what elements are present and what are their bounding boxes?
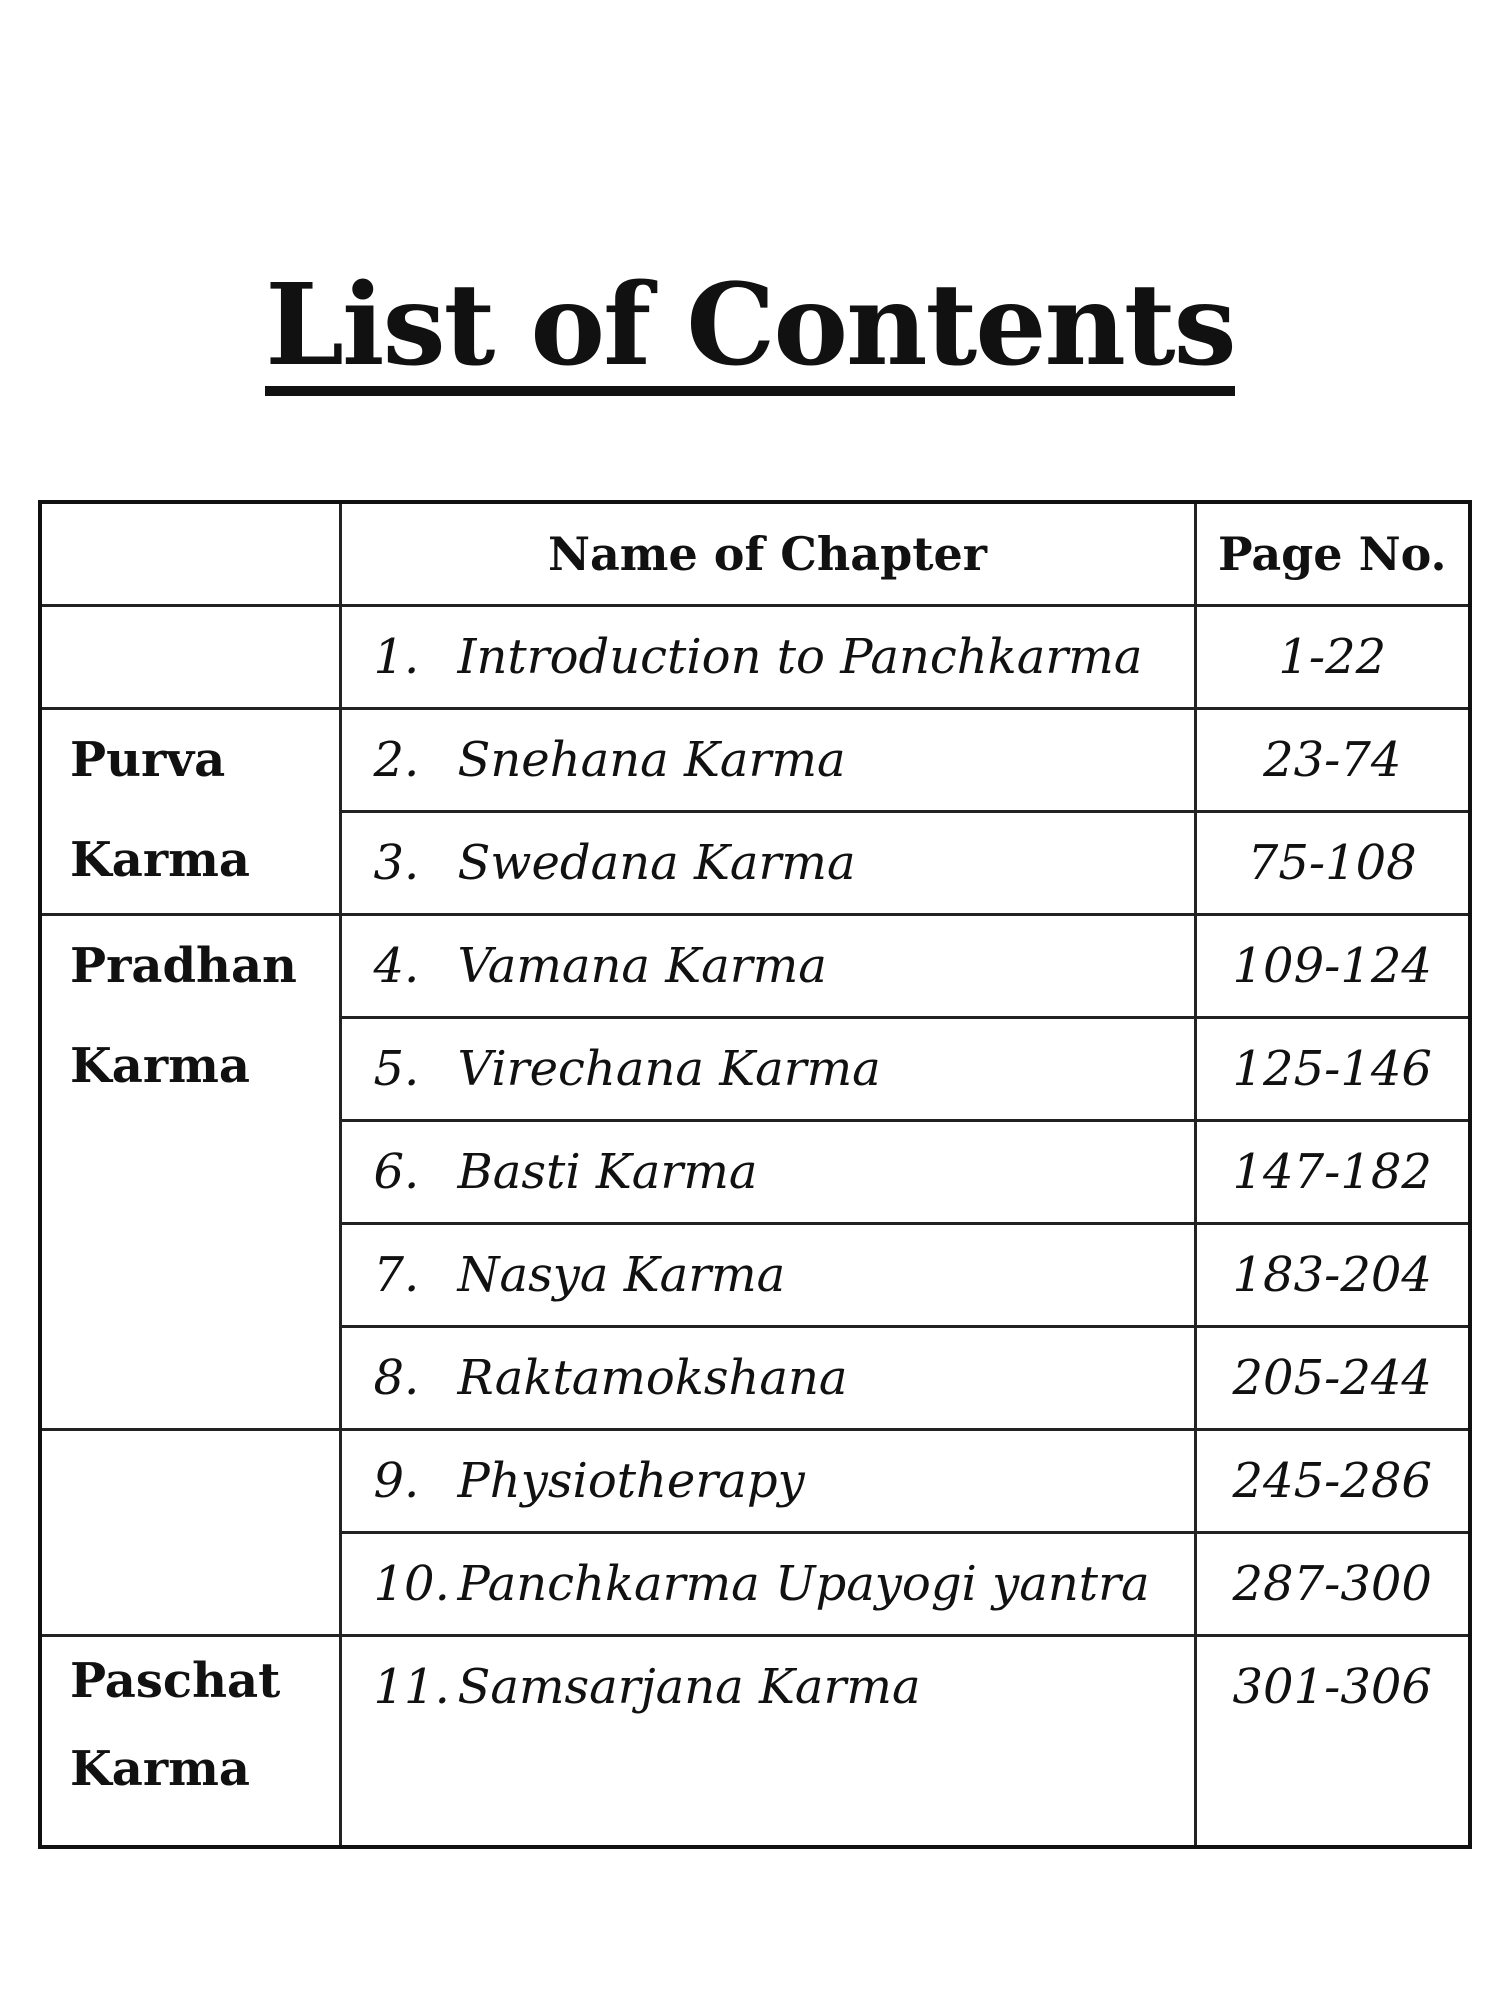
- chapter-name: [340, 812, 1195, 915]
- chapter-title: Nasya Karma: [457, 1247, 786, 1303]
- chapter-number: 4.: [373, 938, 420, 994]
- group-purva-karma: [40, 709, 340, 915]
- chapter-name: [340, 1018, 1195, 1121]
- chapter-name: [340, 1430, 1195, 1533]
- contents-table: [38, 500, 1472, 1849]
- chapter-name: [340, 1224, 1195, 1327]
- chapter-pages: 287-300: [1195, 1533, 1470, 1636]
- chapter-pages: 301-306: [1195, 1636, 1470, 1848]
- chapter-title: Swedana Karma: [457, 835, 856, 891]
- chapter-pages: 109-124: [1195, 915, 1470, 1018]
- group-paschat-karma: [40, 1636, 340, 1848]
- chapter-title: Virechana Karma: [457, 1041, 881, 1097]
- table-row: [40, 915, 1470, 1018]
- chapter-title: Panchkarma Upayogi yantra: [457, 1556, 1150, 1612]
- chapter-pages: 23-74: [1195, 709, 1470, 812]
- group-cell-empty: [40, 1430, 340, 1636]
- group-label-line: Paschat: [70, 1653, 281, 1709]
- group-label-line: Karma: [70, 832, 250, 888]
- table-row: [40, 1430, 1470, 1533]
- table-row: [40, 1636, 1470, 1848]
- chapter-name: [340, 1327, 1195, 1430]
- chapter-title: Physiotherapy: [457, 1453, 805, 1509]
- page-title-text: List of Contents: [265, 270, 1234, 396]
- chapter-number: 5.: [373, 1041, 420, 1097]
- chapter-name: [340, 606, 1195, 709]
- chapter-title: Samsarjana Karma: [457, 1659, 921, 1715]
- chapter-pages: 147-182: [1195, 1121, 1470, 1224]
- chapter-pages: 75-108: [1195, 812, 1470, 915]
- group-cell-empty: [40, 606, 340, 709]
- chapter-name: [340, 1533, 1195, 1636]
- group-label-line: Pradhan: [70, 938, 297, 994]
- chapter-title: Vamana Karma: [457, 938, 827, 994]
- chapter-name: [340, 915, 1195, 1018]
- chapter-title: Snehana Karma: [457, 732, 846, 788]
- group-header-cell: [40, 502, 340, 606]
- chapter-number: 1.: [373, 629, 420, 685]
- chapter-number: 2.: [373, 732, 420, 788]
- chapter-name: [340, 1636, 1195, 1848]
- chapter-number: 8.: [373, 1350, 420, 1406]
- chapter-title: Introduction to Panchkarma: [457, 629, 1143, 685]
- group-label-line: Karma: [70, 1741, 250, 1797]
- page-no-header: Page No.: [1195, 502, 1470, 606]
- table-row: [40, 606, 1470, 709]
- chapter-pages: 125-146: [1195, 1018, 1470, 1121]
- chapter-pages: 205-244: [1195, 1327, 1470, 1430]
- chapter-name: [340, 709, 1195, 812]
- chapter-number: 7.: [373, 1247, 420, 1303]
- chapter-number: 3.: [373, 835, 420, 891]
- chapter-name-header: Name of Chapter: [340, 502, 1195, 606]
- table-row: [40, 709, 1470, 812]
- chapter-number: 6.: [373, 1144, 420, 1200]
- group-pradhan-karma: [40, 915, 340, 1430]
- group-label-line: Karma: [70, 1038, 250, 1094]
- chapter-pages: 183-204: [1195, 1224, 1470, 1327]
- header-row: [40, 502, 1470, 606]
- chapter-number: 11.: [373, 1659, 450, 1715]
- group-label-line: Purva: [70, 732, 226, 788]
- chapter-number: 10.: [373, 1556, 450, 1612]
- chapter-pages: 245-286: [1195, 1430, 1470, 1533]
- chapter-pages: 1-22: [1195, 606, 1470, 709]
- chapter-title: Raktamokshana: [457, 1350, 848, 1406]
- chapter-title: Basti Karma: [457, 1144, 758, 1200]
- page-title: [0, 260, 1500, 396]
- chapter-name: [340, 1121, 1195, 1224]
- chapter-number: 9.: [373, 1453, 420, 1509]
